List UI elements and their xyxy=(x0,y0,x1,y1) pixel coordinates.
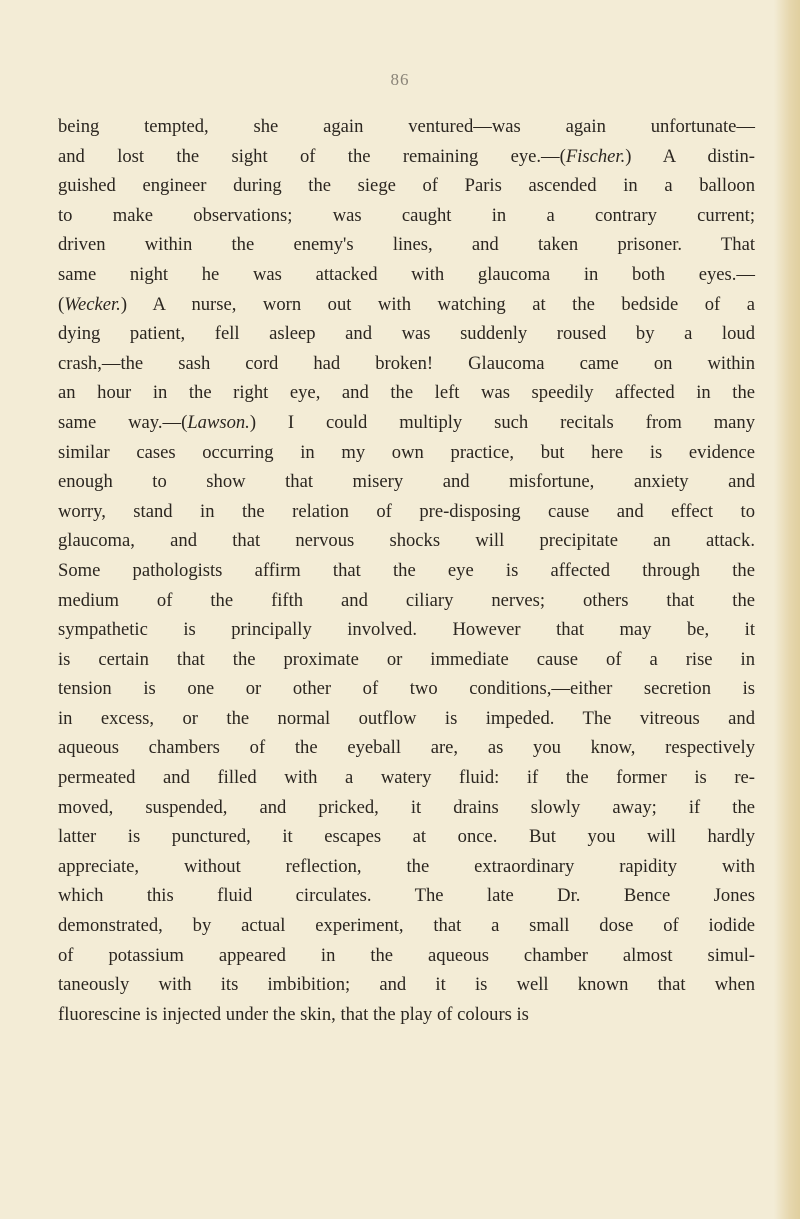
text-line: same night he was attacked with glaucoma in both eyes.— xyxy=(58,263,755,285)
text-line: taneously with its imbibition; and it is well known that when xyxy=(58,974,755,996)
text-line: in excess, or the normal outflow is impeded. The vitreous and xyxy=(58,707,755,729)
text-line: worry, stand in the relation of pre-disposing cause and effect to xyxy=(58,500,755,522)
text-line: of potassium appeared in the aqueous chamber almost simul- xyxy=(58,944,755,966)
body-text xyxy=(58,112,755,1029)
text-line: demonstrated, by actual experiment, that a small dose of iodide xyxy=(58,915,755,937)
text-line: an hour in the right eye, and the left was speedily affected in the xyxy=(58,382,755,404)
text-line: sympathetic is principally involved. However that may be, it xyxy=(58,619,755,641)
text-line: aqueous chambers of the eyeball are, as you know, respectively xyxy=(58,737,755,759)
text-line: and lost the sight of the remaining eye.—(Fischer.) A distin- xyxy=(58,145,755,167)
page-number: 86 xyxy=(390,70,410,89)
page-edge xyxy=(774,0,800,1219)
text-line: to make observations; was caught in a contrary current; xyxy=(58,204,755,226)
text-line: tension is one or other of two conditions,—either secretion is xyxy=(58,678,755,700)
text-line: glaucoma, and that nervous shocks will precipitate an attack. xyxy=(58,530,755,552)
text-line: crash,—the sash cord had broken! Glaucoma came on within xyxy=(58,352,755,374)
text-line: being tempted, she again ventured—was again unfortunate— xyxy=(58,116,755,137)
text-line: similar cases occurring in my own practice, but here is evidence xyxy=(58,441,755,463)
text-line: which this fluid circulates. The late Dr. Bence Jones xyxy=(58,885,755,907)
text-line: Some pathologists affirm that the eye is affected through the xyxy=(58,559,755,581)
text-line: moved, suspended, and pricked, it drains slowly away; if the xyxy=(58,796,755,818)
text-line: latter is punctured, it escapes at once. But you will hardly xyxy=(58,826,755,848)
text-line: guished engineer during the siege of Paris ascended in a balloon xyxy=(58,175,755,197)
text-line: is certain that the proximate or immediate cause of a rise in xyxy=(58,648,755,670)
text-line: permeated and filled with a watery fluid: if the former is re- xyxy=(58,767,755,789)
text-line: medium of the fifth and ciliary nerves; others that the xyxy=(58,589,755,611)
text-line: fluorescine is injected under the skin, that the play of colours is xyxy=(58,1003,529,1025)
text-line: appreciate, without reflection, the extraordinary rapidity with xyxy=(58,855,755,877)
text-line: enough to show that misery and misfortune, anxiety and xyxy=(58,471,755,493)
text-line: driven within the enemy's lines, and taken prisoner. That xyxy=(58,234,755,256)
text-line: same way.—(Lawson.) I could multiply such recitals from many xyxy=(58,411,756,433)
text-line: dying patient, fell asleep and was suddenly roused by a loud xyxy=(58,323,755,345)
text-line: (Wecker.) A nurse, worn out with watching at the bedside of a xyxy=(58,293,755,315)
